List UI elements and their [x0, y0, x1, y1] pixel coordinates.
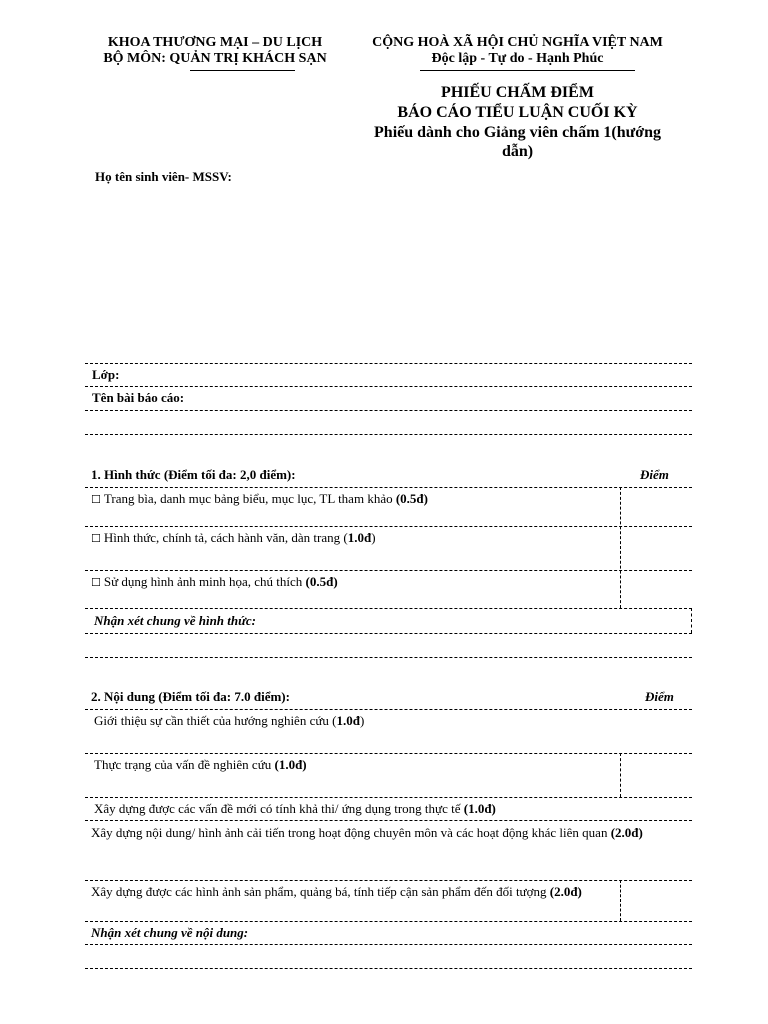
- checkbox-icon: ☐: [91, 576, 101, 589]
- section1-item-images: [91, 574, 338, 591]
- score-column-divider: [620, 487, 621, 608]
- item-suffix: ): [359, 713, 365, 728]
- section1-item-format: [91, 530, 376, 547]
- divider-line: [85, 709, 692, 710]
- score-column-divider: [620, 880, 621, 921]
- item-points: (0.5đ): [305, 574, 338, 589]
- item-text: Xây dựng nội dung/ hình ảnh cải tiến trong hoạt động chuyên môn và các hoạt động khác liên quan: [91, 825, 611, 840]
- class-label: Lớp:: [92, 367, 120, 382]
- score-column-divider: [620, 753, 621, 797]
- checkbox-icon: ☐: [91, 532, 101, 545]
- checkbox-icon: ☐: [91, 493, 101, 506]
- faculty-name: KHOA THƯƠNG MẠI – DU LỊCH: [107, 35, 323, 50]
- country-name: CỘNG HOÀ XÃ HỘI CHỦ NGHĨA VIỆT NAM: [372, 35, 663, 50]
- item-points: 1.0đ: [336, 713, 360, 728]
- divider-line: [85, 921, 692, 922]
- divider-line: [85, 753, 692, 754]
- left-header-underline: [190, 70, 295, 71]
- divider-line: [85, 944, 692, 945]
- divider-line: [85, 657, 692, 658]
- item-points: 1.0đ: [347, 530, 372, 545]
- item-text: Xây dựng được các hình ảnh sản phẩm, quảng bá, tính tiếp cận sản phẩm đến đối tượng: [91, 884, 550, 899]
- item-points: (2.0đ): [610, 825, 643, 840]
- divider-line: [85, 608, 692, 609]
- item-text: Sử dụng hình ảnh minh họa, chú thích: [103, 574, 306, 589]
- report-title: BÁO CÁO TIỂU LUẬN CUỐI KỲ: [397, 104, 638, 121]
- section2-item-product-images: [91, 883, 613, 901]
- divider-line: [85, 820, 692, 821]
- report-name-label: Tên bài báo cáo:: [92, 390, 185, 405]
- divider-line: [85, 526, 692, 527]
- divider-line: [85, 386, 692, 387]
- student-name-label: Họ tên sinh viên- MSSV:: [95, 169, 232, 184]
- form-title: PHIẾU CHẤM ĐIỂM: [441, 84, 594, 101]
- right-header-underline: [420, 70, 635, 71]
- section2-item-feasibility: [94, 801, 496, 817]
- department-name: BỘ MÔN: QUẢN TRỊ KHÁCH SẠN: [103, 51, 327, 66]
- section1-score-label: Điểm: [640, 467, 669, 482]
- item-points: (1.0đ): [274, 757, 307, 772]
- divider-line: [85, 410, 692, 411]
- comment-box-edge: [691, 608, 692, 633]
- item-points: (1.0đ): [463, 801, 496, 816]
- item-text: Giới thiệu sự cần thiết của hướng nghiên cứu (: [94, 713, 337, 728]
- section2-item-introduction: [94, 713, 364, 729]
- item-text: Xây dựng được các vấn đề mới có tính khả thi/ ứng dụng trong thực tế: [94, 801, 464, 816]
- section2-score-label: Điểm: [645, 689, 674, 704]
- section2-heading: 2. Nội dung (Điểm tối đa: 7.0 điểm):: [91, 689, 290, 704]
- item-points: (0.5đ): [395, 491, 428, 506]
- section1-comment-label: Nhận xét chung về hình thức:: [94, 613, 257, 628]
- divider-line: [85, 487, 692, 488]
- section1-heading: 1. Hình thức (Điểm tối đa: 2,0 điểm):: [91, 467, 296, 482]
- item-points: (2.0đ): [549, 884, 582, 899]
- item-text: Trang bìa, danh mục bảng biểu, mục lục, TL tham khảo: [103, 491, 396, 506]
- divider-line: [85, 968, 692, 969]
- divider-line: [85, 797, 692, 798]
- section2-item-current-state: [94, 757, 307, 773]
- divider-line: [85, 570, 692, 571]
- section2-item-improvement: [91, 824, 685, 842]
- grader-note-line2: dẫn): [501, 143, 534, 160]
- section2-comment-label: Nhận xét chung về nội dung:: [91, 925, 249, 940]
- national-motto: Độc lập - Tự do - Hạnh Phúc: [431, 51, 604, 66]
- divider-line: [85, 363, 692, 364]
- section1-item-cover: [91, 491, 428, 508]
- divider-line: [85, 434, 692, 435]
- divider-line: [85, 633, 692, 634]
- item-suffix: ): [371, 530, 376, 545]
- item-text: Thực trạng của vấn đề nghiên cứu: [94, 757, 275, 772]
- item-text: Hình thức, chính tả, cách hành văn, dàn trang (: [103, 530, 348, 545]
- grader-note-line1: Phiếu dành cho Giảng viên chấm 1(hướng: [374, 124, 661, 141]
- divider-line: [85, 880, 692, 881]
